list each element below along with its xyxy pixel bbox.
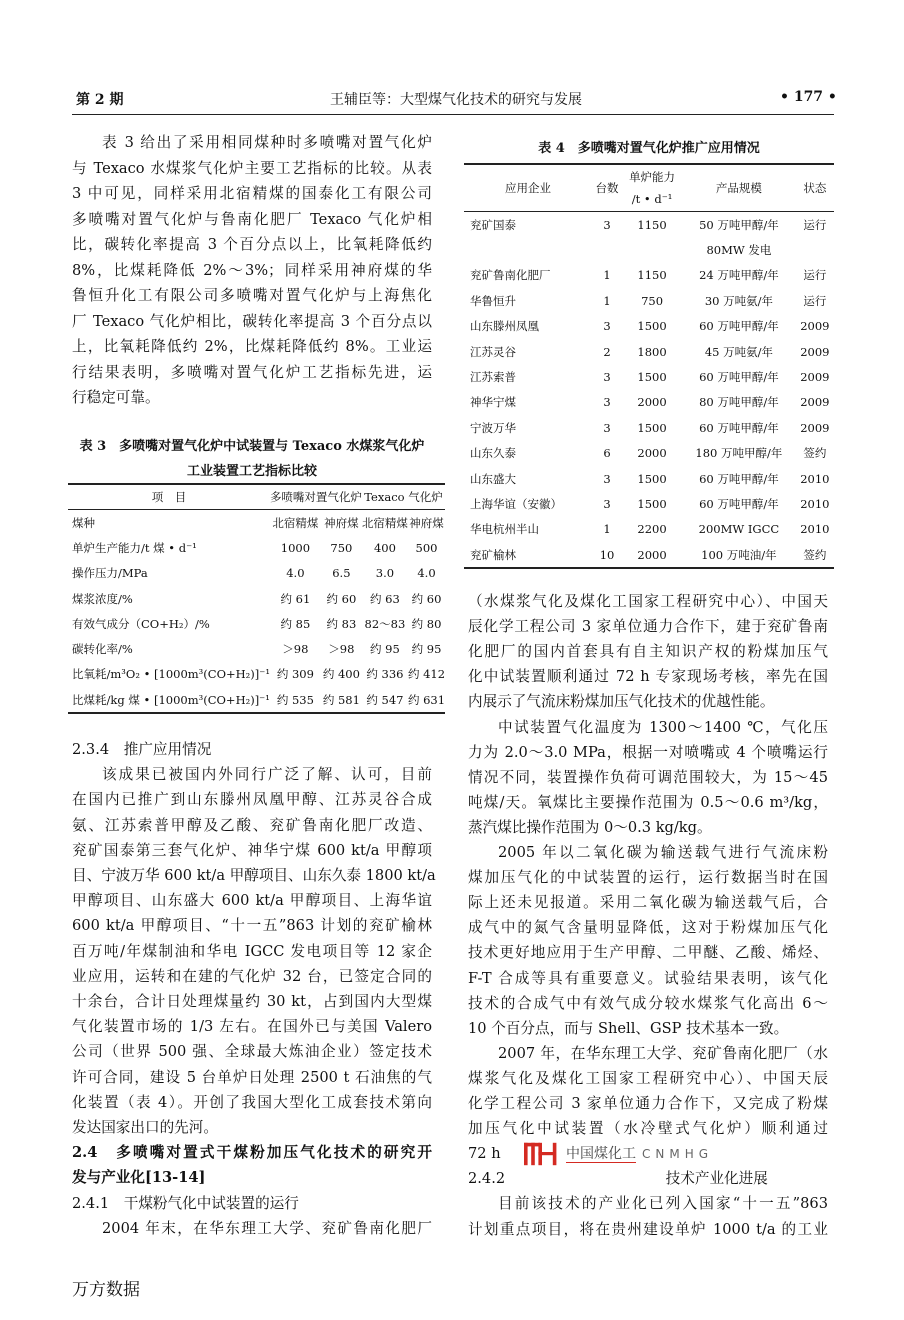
text-line: 600 kt/a 甲醇项目、“十一五”863 计划的兖矿榆林 [72,917,432,935]
table-cell: 神府煤 [409,515,444,530]
table-cell: 4.0 [417,566,436,581]
table-cell: 2000 [637,446,667,461]
table-cell: 3 [603,370,611,385]
table-cell: 80 万吨甲醇/年 [699,395,779,410]
text-line: 业应用，运转和在建的气化炉 32 台，已签定合同的 [72,967,432,985]
table-cell: 上海华谊（安徽） [470,496,562,511]
table-cell: 2010 [800,471,830,486]
text-line: 化肥厂的国内首套具有自主知识产权的粉煤加压气 [468,643,828,661]
table-cell: 比煤耗/kg 煤 • [1000m³(CO+H₂)]⁻¹ [72,692,270,707]
table-cell: 2200 [637,522,667,537]
column-header: 状态 [796,164,834,212]
table-cell [622,237,682,262]
table-cell: 碳转化率/% [72,642,133,657]
watermark-mh-icon [520,1142,560,1166]
text-line: 8%，比煤耗降低 2%～3%；同样采用神府煤的华 [72,261,432,279]
table-row [464,288,834,313]
table-row [68,662,445,687]
table-cell: 6.5 [332,566,351,581]
table-cell: 60 万吨甲醇/年 [699,370,779,385]
table-cell: 约 309 [276,667,314,682]
table-cell: 3 [603,395,611,410]
table-row [68,636,445,661]
text-line: 十余台，合计日处理煤量约 30 kt，占到国内大型煤 [72,993,432,1010]
table-cell: 82～83 [364,616,406,631]
table-cell: 3.0 [375,566,395,581]
table-cell: 约 400 [322,667,360,682]
watermark-logo [520,1142,713,1166]
table-row [68,586,445,611]
table-row [68,687,445,713]
table-cell: 煤种 [72,515,95,530]
text-line: 甲醇项目、山东盛大 600 kt/a 甲醇项目、上海华谊 [72,892,432,910]
table-cell: 400 [373,540,396,555]
column-header: 台数 [592,164,622,212]
header-line: /t • d⁻¹ [631,192,673,206]
text-line: 内展示了气流床粉煤加压气化技术的优越性能。 [468,693,775,711]
text-line: 兖矿国泰第三套气化炉、神华宁煤 600 kt/a 甲醇项 [72,841,432,859]
text-line: 力为 2.0～3.0 MPa，根据一对喷嘴或 4 个喷嘴运行 [468,743,828,761]
text-line: 2.4.1 干煤粉气化中试装置的运行 [72,1194,299,1212]
table3-caption: 表 3 多喷嘴对置气化炉中试装置与 Texaco 水煤浆气化炉 [79,439,425,454]
table-cell: 100 万吨油/年 [701,547,777,562]
table-cell: ＞98 [328,642,355,657]
table-cell: 约 581 [322,692,360,707]
text-line: 该成果已被国内外同行广泛了解、认可，目前 [102,766,432,784]
table-cell: 60 万吨甲醇/年 [699,496,779,511]
page-number: • 177 • [780,89,837,105]
table-cell: 签约 [803,446,827,461]
table-cell: 神华宁煤 [470,395,516,410]
table-cell: 3 [603,420,611,435]
table-row [464,517,834,542]
text-line: 化学工程公司 3 家单位通力合作下，又完成了粉煤 [468,1095,828,1112]
table-cell: 1150 [637,217,667,232]
text-line: F-T 合成等具有重要意义。试验结果表明，该气化 [468,969,828,987]
table-cell: 3 [603,217,611,232]
table-cell: 750 [330,540,353,555]
table-cell: 180 万吨甲醇/年 [695,446,783,461]
table-cell: 60 万吨甲醇/年 [699,471,779,486]
table-cell: 神府煤 [324,515,359,530]
column-header: 应用企业 [464,164,592,212]
table-cell: 兖矿国泰 [470,217,516,232]
text-line: 气化装置市场的 1/3 左右。在国外已与美国 Valero [72,1018,432,1036]
table-cell: 约 535 [276,692,314,707]
text-line: 2005 年以二氧化碳为输送载气进行气流床粉 [498,844,828,861]
table-cell: 2009 [800,395,830,410]
table-cell: 1150 [637,268,667,283]
text-line: 许可合同，建设 5 台单炉日处理 2500 t 石油焦的气 [72,1068,432,1086]
table-cell: 2010 [800,496,830,511]
column-header: 多喷嘴对置气化炉 [270,484,362,510]
table-cell: 华电杭州半山 [470,522,539,537]
table-cell: 2 [603,344,611,359]
table-cell: 1 [603,268,611,283]
table-cell: 江苏索普 [470,370,516,385]
column-header [622,164,682,212]
table-cell: 60 万吨甲醇/年 [699,420,779,435]
text-line: （水煤浆气化及煤化工国家工程研究中心）、中国天 [468,593,828,610]
table-cell: 约 95 [370,642,400,657]
table-cell: 宁波万华 [470,420,516,435]
text-line: 际上还未见报道。采用二氧化碳为输送载气后，合 [468,894,828,912]
text-line: 厂 Texaco 气化炉相比，碳转化率提高 3 个百分点以 [72,312,432,330]
table-cell: 50 万吨甲醇/年 [699,217,779,232]
table-cell: 1000 [280,540,311,555]
table-cell: 比氧耗/m³O₂ • [1000m³(CO+H₂)]⁻¹ [72,667,270,682]
table-cell: 2000 [637,547,667,562]
table-cell: 45 万吨氨/年 [704,344,773,359]
issue-number: 第 2 期 [76,92,124,108]
table-cell: 约 631 [407,692,446,707]
header-line: 单炉能力 [629,170,676,184]
table-cell: 24 万吨甲醇/年 [699,268,779,283]
table-cell: 2009 [800,420,830,435]
table-cell: 750 [641,293,664,308]
table-cell: 500 [415,540,438,555]
table3-caption-2: 工业装置工艺指标比较 [186,464,317,479]
table-cell: 有效气成分（CO+H₂）/% [72,616,210,631]
table-cell: 单炉生产能力/t 煤 • d⁻¹ [72,540,197,555]
table-cell: 约 95 [411,642,442,657]
table-row [464,314,834,339]
text-line: 辰化学工程公司 3 家单位通力合作下，建于兖矿鲁南 [468,618,828,636]
table-cell: 北宿精煤 [272,515,319,530]
table-cell: 约 85 [280,616,311,631]
text-line: 化中试装置顺利通过 72 h 专家现场考核，率先在国 [468,668,828,686]
table-cell: 60 万吨甲醇/年 [699,319,779,334]
text-line: 与 Texaco 水煤浆气化炉主要工艺指标的比较。从表 [72,159,432,177]
text-line: 氨、江苏索普甲醇及乙酸、兖矿鲁南化肥厂改造、 [72,816,432,834]
table-cell: 约 80 [411,616,442,631]
text-line: 3 中可见，同样采用北宿精煤的国泰化工有限公司 [72,185,432,202]
table-row [68,510,445,536]
table4-caption: 表 4 多喷嘴对置气化炉推广应用情况 [538,141,760,156]
text-line: 中试装置气化温度为 1300～1400 ℃，气化压 [498,718,828,736]
table-cell: 华鲁恒升 [470,293,516,308]
table-cell [796,237,834,262]
text-line: 情况不同，装置操作负荷可调范围较大，为 15～45 [468,768,828,786]
table-cell: 运行 [803,293,827,308]
table-cell: 约 63 [370,591,400,606]
text-line: 10 个百分点，而与 Shell、GSP 技术基本一致。 [468,1019,789,1037]
table-cell: 1500 [637,496,667,511]
column-header: 项 目 [68,484,270,510]
table-cell: 4.0 [286,566,305,581]
table-cell: 兖矿榆林 [470,547,516,562]
text-line: 计划重点项目，将在贵州建设单炉 1000 t/a 的工业 [468,1220,828,1238]
table-cell: 约 412 [407,667,446,682]
text-line: 2.4 多喷嘴对置式干煤粉加压气化技术的研究开 [72,1144,432,1162]
table-cell: 3 [603,471,611,486]
table-cell: 1 [603,293,611,308]
text-line: 吨煤/天。氧煤比主要操作范围为 0.5～0.6 m³/kg， [468,793,828,811]
table-row [464,491,834,516]
table-cell: 1500 [637,420,667,435]
text-line: 成气中的氮气含量明显降低，这对于粉煤加压气化 [468,919,828,937]
table-3 [68,483,445,714]
table-cell: 运行 [803,268,827,283]
table-row [464,390,834,415]
table-cell: 2000 [637,395,667,410]
text-line: 2.3.4 推广应用情况 [72,741,212,758]
text-line: 2007 年，在华东理工大学、兖矿鲁南化肥厂（水 [498,1044,828,1062]
table-row [464,212,834,238]
table-cell: 兖矿鲁南化肥厂 [470,268,551,283]
text-line: 行结果表明，多喷嘴对置气化炉工艺指标先进，运 [72,363,432,381]
table-cell: 操作压力/MPa [72,566,148,581]
table-row [68,561,445,586]
column-header: 产品规模 [682,164,796,212]
table-row [464,364,834,389]
watermark-en: CNMHG [642,1147,714,1161]
text-line: 发与产业化[13-14] [72,1169,206,1187]
text-line: 72 h [468,1145,501,1163]
table-cell: 2009 [800,344,830,359]
running-title: 王辅臣等：大型煤气化技术的研究与发展 [330,92,582,108]
text-line: 上，比氧耗降低约 2%，比煤耗降低约 8%。工业运 [72,338,432,355]
table-row [464,441,834,466]
table-cell: 200MW IGCC [698,522,780,537]
text-line: 表 3 给出了采用相同煤种时多喷嘴对置气化炉 [102,134,432,151]
table-row [464,339,834,364]
table-cell: 2010 [800,522,830,537]
table-cell: 1500 [637,471,667,486]
table-cell [464,237,592,262]
table-cell: 约 60 [326,591,357,606]
table-cell: 1800 [637,344,667,359]
table-cell: 山东滕州凤凰 [470,319,539,334]
text-line: 行稳定可靠。 [72,389,160,406]
text-line: 鲁恒升化工有限公司多喷嘴对置气化炉与上海焦化 [72,287,432,304]
table-row [464,415,834,440]
table-cell: 1500 [637,370,667,385]
table-row [68,535,445,560]
table-cell: 3 [603,319,611,334]
table-cell: 2009 [800,370,830,385]
text-line: 煤浆气化及煤化工国家工程研究中心）、中国天辰 [468,1069,828,1087]
table-cell [592,237,622,262]
table-cell: 山东久泰 [470,446,516,461]
text-line: 目、宁波万华 600 kt/a 甲醇项目、山东久泰 1800 kt/a [72,867,436,884]
text-line: 公司（世界 500 强、全球最大炼油企业）签定技术 [72,1043,432,1061]
table-cell: 3 [603,496,611,511]
footer-source: 万方数据 [72,1280,140,1300]
table-cell: 北宿精煤 [361,515,408,530]
text-line: 2.4.2 技术产业化进展 [468,1170,768,1188]
text-line: 发达国家出口的先河。 [72,1119,218,1136]
watermark-cn: 中国煤化工 [566,1145,636,1162]
table-cell: 6 [603,446,611,461]
table-cell: 30 万吨氨/年 [704,293,773,308]
column-header: Texaco 气化炉 [362,484,445,510]
table-cell: 约 336 [366,667,404,682]
table-row [464,263,834,288]
table-cell: 约 547 [366,692,404,707]
table-row [464,542,834,568]
text-line: 化装置（表 4）。开创了我国大型化工成套技术第向 [72,1093,432,1111]
table-cell: 约 83 [326,616,357,631]
text-line: 目前该技术的产业化已列入国家“十一五”863 [498,1195,828,1213]
table-cell: 运行 [803,217,827,232]
table-cell: 江苏灵谷 [470,344,516,359]
table-row [464,466,834,491]
table-cell: 1500 [637,319,667,334]
table-cell: 签约 [803,547,827,562]
text-line: 技术的合成气中有效气成分较水煤浆气化高出 6～ [468,994,828,1012]
text-line: 多喷嘴对置气化炉与鲁南化肥厂 Texaco 气化炉相 [72,210,432,228]
table-cell: 10 [599,547,615,562]
text-line: 在国内已推广到山东滕州凤凰甲醇、江苏灵谷合成 [72,791,432,809]
table-cell: 约 61 [280,591,311,606]
text-line: 蒸汽煤比操作范围为 0～0.3 kg/kg。 [468,818,712,836]
table-row [68,611,445,636]
text-line: 2004 年末，在华东理工大学、兖矿鲁南化肥厂 [102,1219,432,1237]
table-cell: 山东盛大 [470,471,516,486]
header-rule [72,114,834,115]
text-line: 煤加压气化的中试装置的运行，运行数据当时在国 [468,869,828,887]
table-cell: 约 60 [411,591,442,606]
text-line: 比，碳转化率提高 3 个百分点以上，比氧耗降低约 [72,236,432,253]
table-cell: 煤浆浓度/% [72,591,133,606]
text-line: 百万吨/年煤制油和华电 IGCC 发电项目等 12 家企 [72,942,432,960]
table-row [464,237,834,262]
text-line: 技术更好地应用于生产甲醇、二甲醚、乙酸、烯烃、 [468,944,828,962]
table-cell: 1 [603,522,611,537]
table-cell: 80MW 发电 [706,243,772,258]
text-line: 加压气化中试装置（水冷壁式气化炉）顺利通过 [468,1120,828,1138]
table-4 [464,163,834,569]
table-cell: ＞98 [282,642,309,657]
table-cell: 2009 [800,319,830,334]
